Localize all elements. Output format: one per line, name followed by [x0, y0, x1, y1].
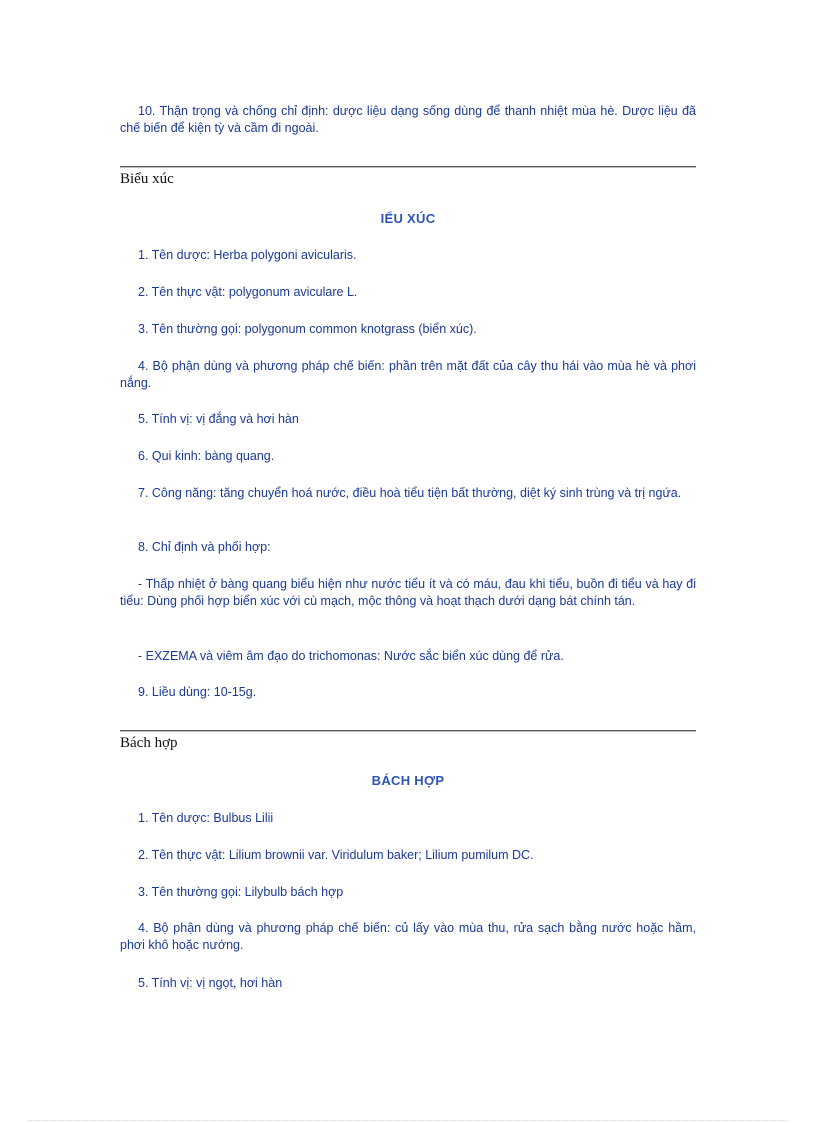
paragraph-10: 10. Thận trọng và chống chỉ định: dược liệu dạng sống dùng để thanh nhiệt mùa hè. Dược liệu đã chế biến để kiện tỳ và cầm đi ngoài.: [120, 104, 696, 135]
list-item: 4. Bộ phận dùng và phương pháp chế biến: củ lấy vào mùa thu, rửa sạch bằng nước hoặc hầm, phơi khô hoặc nướng.: [120, 921, 696, 952]
list-item: - Thấp nhiệt ở bàng quang biểu hiện như nước tiểu ít và có máu, đau khi tiểu, buồn đi tiểu và hay đi tiểu: Dùng phối hợp biển xúc với cù mạch, mộc thông và hoạt thạch dưới dạng bát chính tán.: [120, 577, 696, 608]
list-item: 6. Qui kinh: bàng quang.: [138, 449, 275, 463]
list-item: 5. Tính vị: vị ngọt, hơi hàn: [138, 976, 283, 990]
list-item: 3. Tên thường gọi: polygonum common knotgrass (biển xúc).: [138, 322, 477, 336]
section-label: Bách hợp: [120, 735, 178, 751]
list-item: 3. Tên thường gọi: Lilybulb bách hợp: [138, 885, 344, 899]
section-heading: BÁCH HỢP: [371, 773, 445, 788]
list-item: 8. Chỉ định và phối hợp:: [138, 540, 271, 554]
section-divider: [120, 730, 696, 732]
section-label: Biểu xúc: [120, 171, 174, 187]
list-item: 7. Công năng: tăng chuyển hoá nước, điều hoà tiểu tiện bất thường, diệt ký sinh trùng và trị ngứa.: [138, 486, 682, 500]
list-item: 4. Bộ phận dùng và phương pháp chế biến: phần trên mặt đất của cây thu hái vào mùa hè và phơi nắng.: [120, 359, 696, 390]
section-heading: IỂU XÚC: [380, 211, 436, 226]
list-item: - EXZEMA và viêm âm đạo do trichomonas: Nước sắc biển xúc dùng để rửa.: [138, 649, 564, 663]
list-item: 5. Tính vị: vị đắng và hơi hàn: [138, 412, 299, 426]
list-item: 1. Tên dược: Bulbus Lilii: [138, 811, 274, 825]
list-item: 9. Liều dùng: 10-15g.: [138, 685, 257, 699]
list-item: 1. Tên dược: Herba polygoni avicularis.: [138, 248, 357, 262]
section-divider: [120, 166, 696, 168]
list-item: 2. Tên thực vật: polygonum aviculare L.: [138, 285, 358, 299]
page-bottom-border: [28, 1120, 788, 1121]
list-item: 2. Tên thực vật: Lilium brownii var. Viridulum baker; Lilium pumilum DC.: [138, 848, 534, 862]
